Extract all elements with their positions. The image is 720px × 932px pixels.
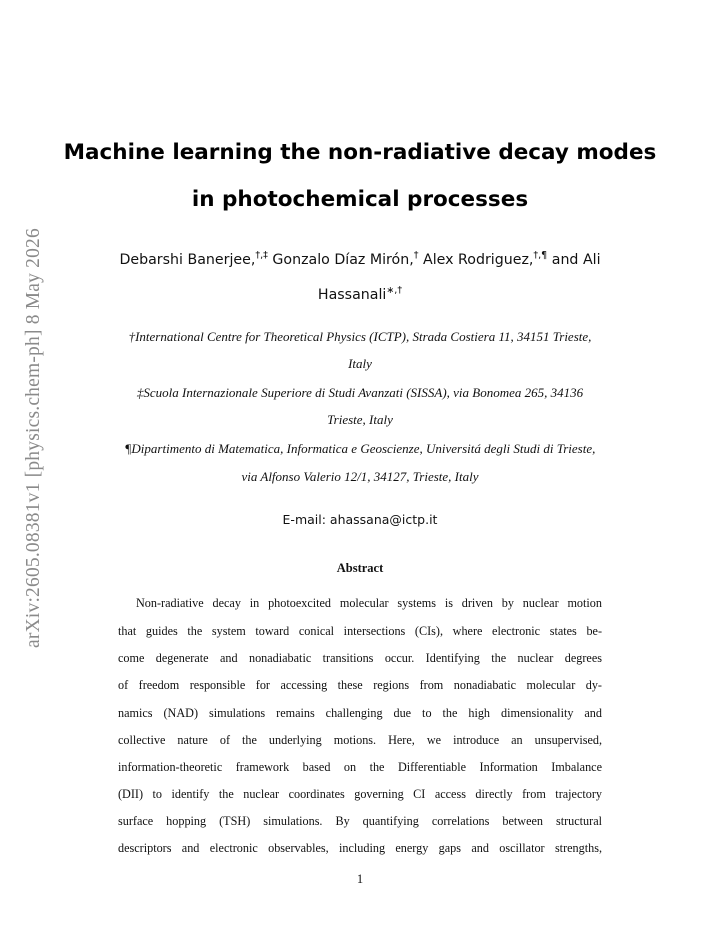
abstract-line: surface hopping (TSH) simulations. By quantifying correlations between structural [118, 814, 602, 828]
affiliation-units-line-1: ¶Dipartimento di Matematica, Informatica e Geoscienze, Universitá degli Studi di Trieste, [124, 441, 596, 456]
author-name: Debarshi Banerjee, [119, 252, 256, 268]
abstract-line: come degenerate and nonadiabatic transitions occur. Identifying the nuclear degrees [118, 651, 602, 665]
abstract-line: namics (NAD) simulations remains challenging due to the high dimensionality and [118, 706, 602, 720]
author-affiliation-mark: †,‡ [255, 250, 268, 261]
abstract-line: of freedom responsible for accessing these regions from nonadiabatic molecular dy- [118, 678, 602, 692]
author-affiliation-mark: † [413, 250, 419, 261]
arxiv-stamp [14, 210, 54, 666]
abstract-line: Non-radiative decay in photoexcited molecular systems is driven by nuclear motion [136, 596, 602, 610]
author-name: Hassanali [317, 287, 387, 303]
abstract-line: collective nature of the underlying motions. Here, we introduce an unsupervised, [118, 733, 602, 747]
corresponding-email: E-mail: ahassana@ictp.it [282, 512, 438, 527]
author-name: Gonzalo Díaz Mirón, [267, 252, 414, 268]
abstract-line: information-theoretic framework based on the Differentiable Information Imbalance [118, 760, 602, 774]
abstract-line: descriptors and electronic observables, including energy gaps and oscillator strengths, [118, 841, 602, 855]
abstract-line: that guides the system toward conical intersections (CIs), where electronic states be- [118, 624, 602, 638]
arxiv-stamp-text: arXiv:2605.08381v1 [physics.chem-ph] 8 May 2026 [23, 228, 45, 648]
author-list-line-1 [60, 250, 660, 268]
affiliation-ictp-line-2: Italy [348, 356, 372, 371]
author-affiliation-mark: †,¶ [533, 250, 548, 261]
paper-title-line-2: in photochemical processes [191, 187, 529, 212]
affiliation-sissa-line-1: ‡Scuola Internazionale Superiore di Studi Avanzati (SISSA), via Bonomea 265, 34136 [136, 385, 584, 400]
author-list-line-2 [60, 285, 660, 303]
paper-title-line-1: Machine learning the non-radiative decay modes [63, 140, 657, 165]
abstract-line: (DII) to identify the nuclear coordinates governing CI access directly from trajectory [118, 787, 602, 801]
author-name: and Ali [547, 252, 601, 268]
affiliation-ictp-line-1: †International Centre for Theoretical Physics (ICTP), Strada Costiera 11, 34151 Trieste, [128, 329, 592, 344]
abstract-heading: Abstract [336, 561, 384, 575]
page-number: 1 [356, 872, 364, 886]
affiliation-sissa-line-2: Trieste, Italy [327, 412, 393, 427]
author-affiliation-mark: ∗,† [386, 285, 403, 296]
affiliation-units-line-2: via Alfonso Valerio 12/1, 34127, Trieste, Italy [241, 469, 479, 484]
author-name: Alex Rodriguez, [418, 252, 534, 268]
